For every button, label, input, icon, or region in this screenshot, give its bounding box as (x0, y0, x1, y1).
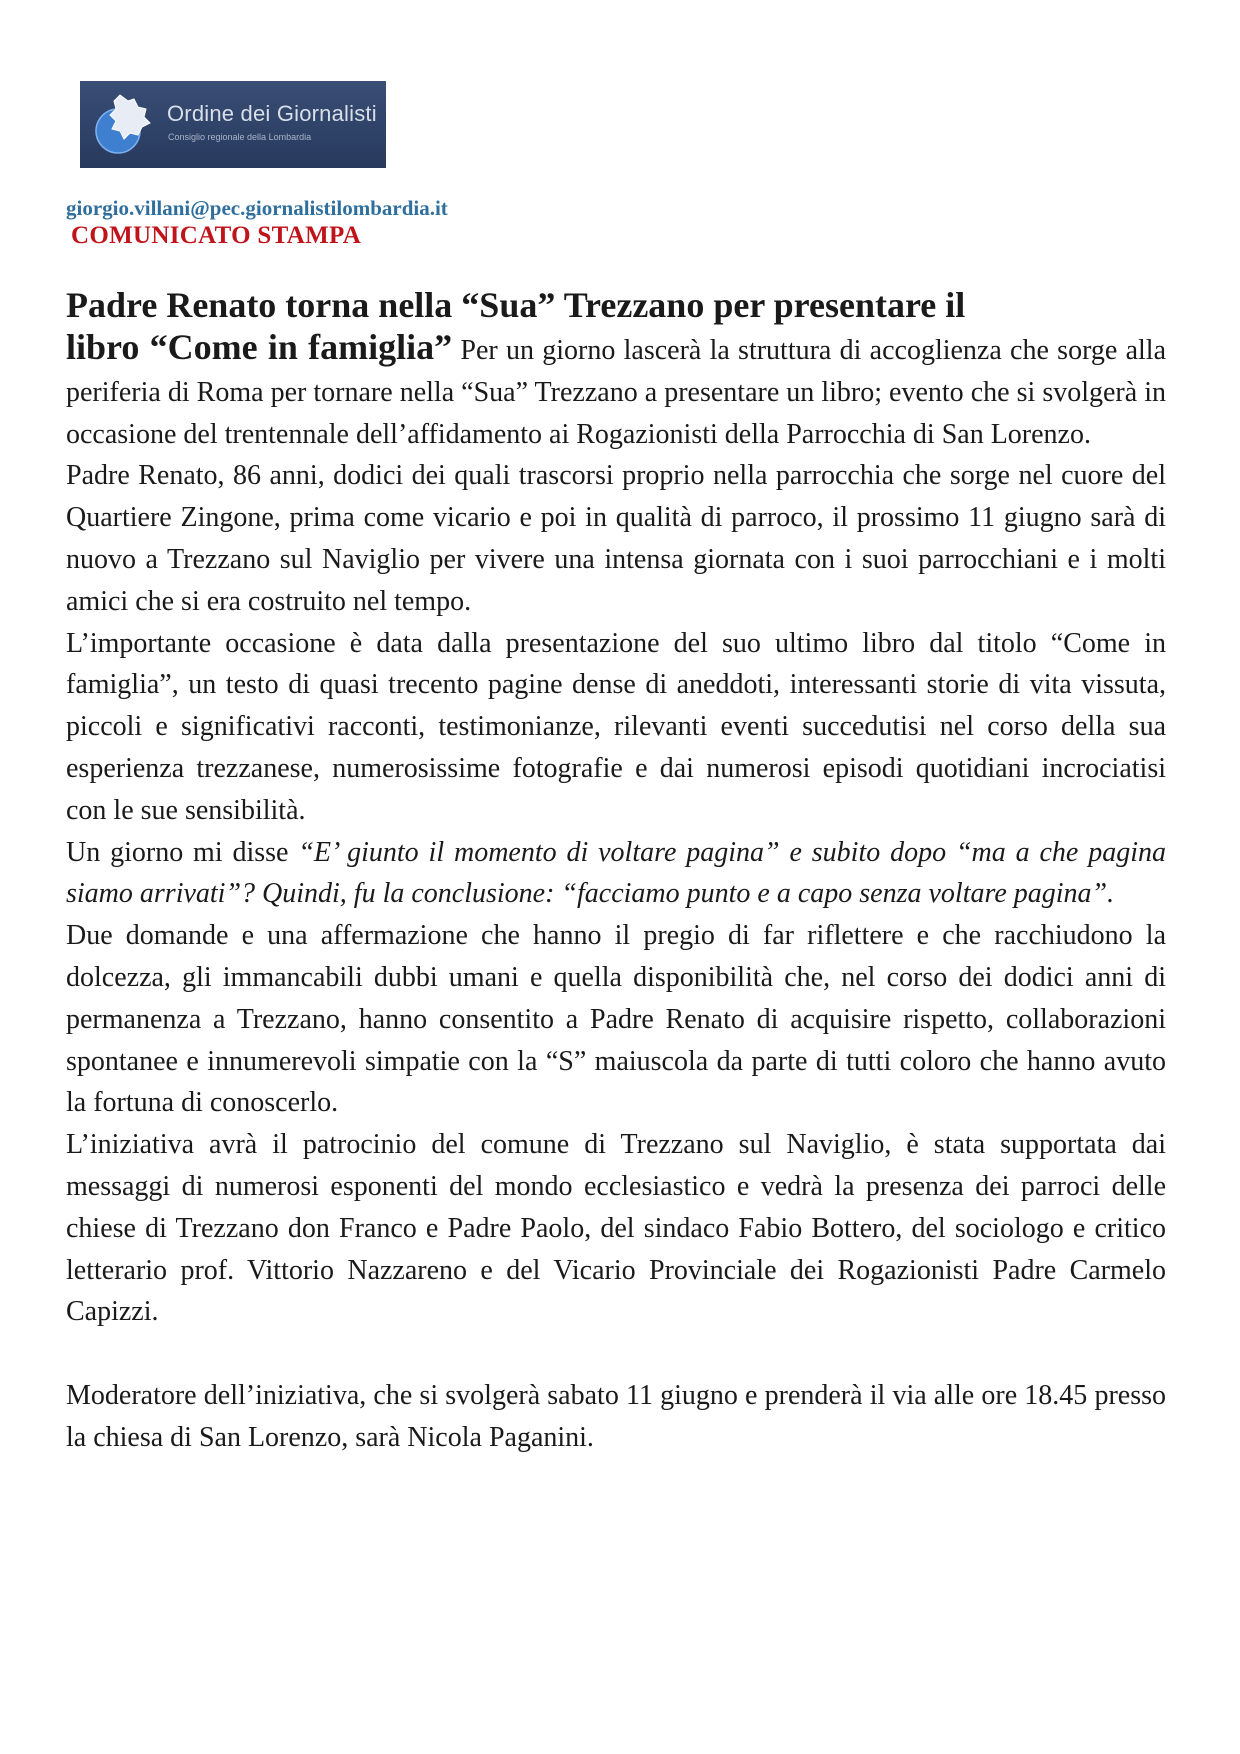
paragraph-patronage: L’iniziativa avrà il patrocinio del comune di Trezzano sul Naviglio, è stata supportata dai messaggi di numerosi esponenti del mondo ecclesiastico e vedrà la presenza dei parroci delle chiese di Trezzano don Franco e Padre Paolo, del sindaco Fabio Bottero, del sociologo e critico letterario prof. Vittorio Nazzareno e del Vicario Provinciale dei Rogazionisti Padre Carmelo Capizzi. (66, 1129, 1166, 1328)
logo-name: Ordine dei Giornalisti (167, 101, 377, 126)
press-release-label: COMUNICATO STAMPA (71, 222, 362, 249)
lombardia-map-icon (94, 91, 158, 157)
paragraph-quote (66, 832, 1166, 916)
paragraph-reflection: Due domande e una affermazione che hanno il pregio di far riflettere e che racchiudono la dolcezza, gli immancabili dubbi umani e quella disponibilità che, nel corso dei dodici anni di permanenza a Trezzano, hanno consentito a Padre Renato di acquisire rispetto, collaborazioni spontanee e innumerevoli simpatie con la “S” maiuscola da parte di tutti coloro che hanno avuto la fortuna di conoscerlo. (66, 920, 1166, 1119)
press-release-body (66, 284, 1166, 1459)
headline (66, 284, 1166, 326)
contact-email[interactable]: giorgio.villani@pec.giornalistilombardia.it (66, 196, 448, 220)
logo-subtitle: Consiglio regionale della Lombardia (168, 132, 312, 142)
publisher-logo (80, 81, 386, 168)
paragraph-book: L’importante occasione è data dalla presentazione del suo ultimo libro dal titolo “Come in famiglia”, un testo di quasi trecento pagine dense di aneddoti, interessanti storie di vita vissuta, piccoli e significativi racconti, testimonianze, rilevanti eventi succedutisi nel corso della sua esperienza trezzanese, numerosissime fotografie e dai numerosi episodi quotidiani incrociatisi con le sue sensibilità. (66, 627, 1166, 826)
paragraph-moderator: Moderatore dell’iniziativa, che si svolgerà sabato 11 giugno e prenderà il via alle ore 18.45 presso la chiesa di San Lorenzo, sarà Nicola Paganini. (66, 1379, 1166, 1453)
paragraph-spacer (66, 1333, 1166, 1375)
lead-paragraph (66, 326, 1166, 455)
paragraph-age-and-date: Padre Renato, 86 anni, dodici dei quali trascorsi proprio nella parrocchia che sorge nel cuore del Quartiere Zingone, prima come vicario e poi in qualità di parroco, il prossimo 11 giugno sarà di nuovo a Trezzano sul Naviglio per vivere una intensa giornata con i suoi parrocchiani e i molti amici che si era costruito nel tempo. (66, 460, 1166, 617)
lead-text: Per un giorno lascerà la struttura di accoglienza che sorge alla periferia di Roma per tornare nella “Sua” Trezzano a presentare un libro; evento che si svolgerà in occasione del trentennale dell’affidamento ai Rogazionisti della Parrocchia di San Lorenzo. (66, 335, 1166, 450)
quote-intro: Un giorno mi disse (66, 836, 299, 868)
headline-line-2: libro “Come in famiglia” (66, 327, 453, 367)
headline-line-1: Padre Renato torna nella “Sua” Trezzano per presentare il (66, 285, 966, 325)
quote-text: “E’ giunto il momento di voltare pagina” e subito dopo “ma a che pagina siamo arrivati”? Quindi, fu la conclusione: “facciamo punto e a capo senza voltare pagina”. (66, 836, 1167, 910)
